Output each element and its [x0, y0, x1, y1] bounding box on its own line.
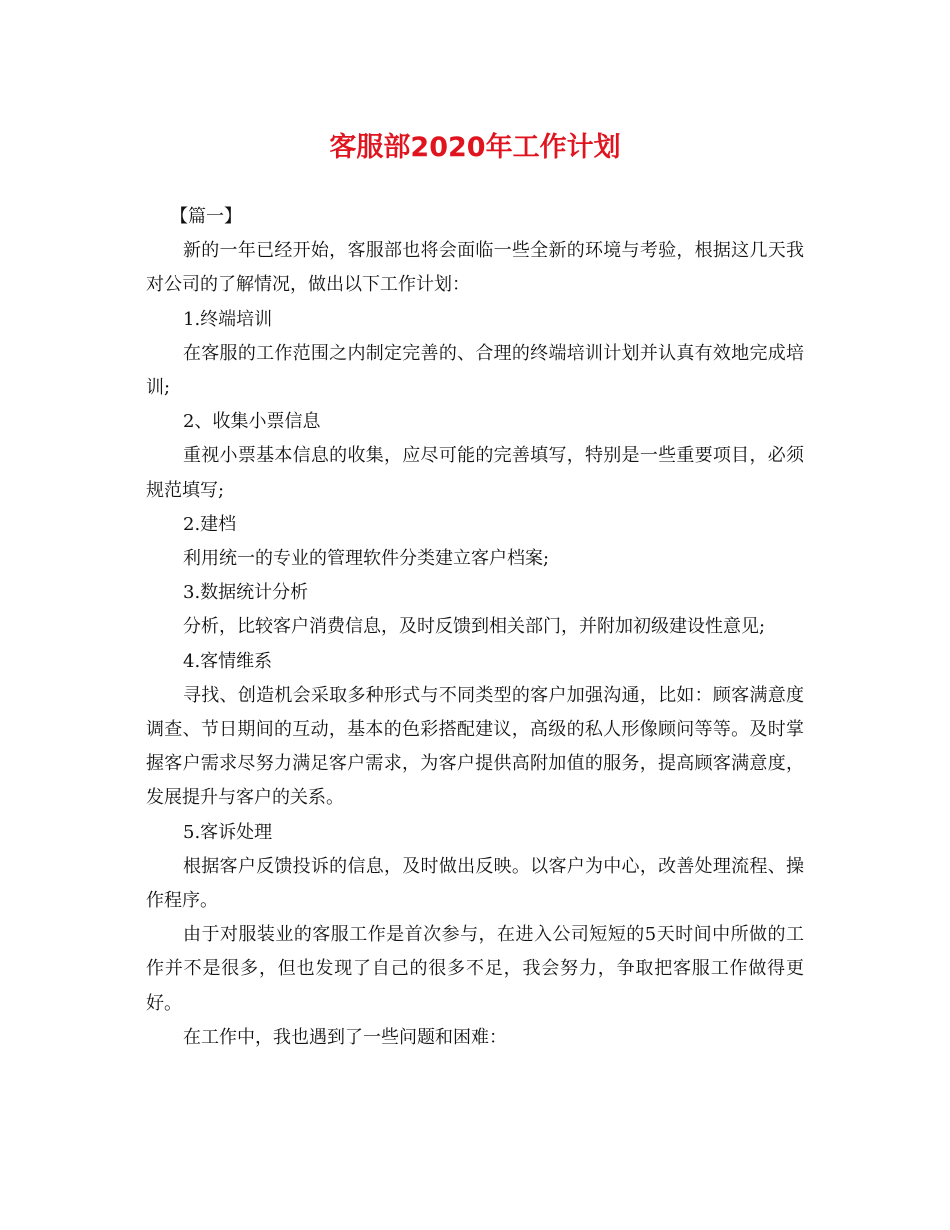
closing-paragraph: 由于对服装业的客服工作是首次参与，在进入公司短短的5天时间中所做的工作并不是很多，但也发现了自己的很多不足，我会努力，争取把客服工作做得更好。 [146, 924, 804, 1014]
item-heading-relationship: 4.客情维系 [183, 650, 273, 672]
item-text-receipts: 重视小票基本信息的收集，应尽可能的完善填写，特别是一些重要项目，必须规范填写; [146, 445, 804, 501]
closing-line: 在工作中，我也遇到了一些问题和困难： [183, 1026, 507, 1048]
item-text-archive: 利用统一的专业的管理软件分类建立客户档案; [183, 548, 550, 570]
section-label: 【篇一】 [170, 206, 242, 227]
item-heading-complaints: 5.客诉处理 [183, 821, 273, 843]
item-text-relationship: 寻找、创造机会采取多种形式与不同类型的客户加强沟通，比如：顾客满意度调查、节日期间的互动，基本的色彩搭配建议，高级的私人形像顾问等等。及时掌握客户需求尽努力满足客户需求，为客户提供高附加值的服务，提高顾客满意度，发展提升与客户的关系。 [146, 684, 804, 809]
item-heading-training: 1.终端培训 [183, 308, 273, 330]
intro-paragraph: 新的一年已经开始，客服部也将会面临一些全新的环境与考验，根据这几天我对公司的了解情况，做出以下工作计划： [146, 240, 804, 296]
item-text-training: 在客服的工作范围之内制定完善的、合理的终端培训计划并认真有效地完成培训; [146, 342, 804, 399]
item-heading-analysis: 3.数据统计分析 [183, 582, 309, 604]
item-text-analysis: 分析，比较客户消费信息，及时反馈到相关部门，并附加初级建设性意见; [183, 616, 766, 638]
item-text-complaints: 根据客户反馈投诉的信息，及时做出反映。以客户为中心，改善处理流程、操作程序。 [146, 855, 804, 912]
item-heading-receipts: 2、收集小票信息 [183, 411, 321, 433]
document-body [146, 200, 804, 1055]
document-title: 客服部2020年工作计划 [329, 132, 621, 163]
item-heading-archive: 2.建档 [183, 513, 237, 535]
